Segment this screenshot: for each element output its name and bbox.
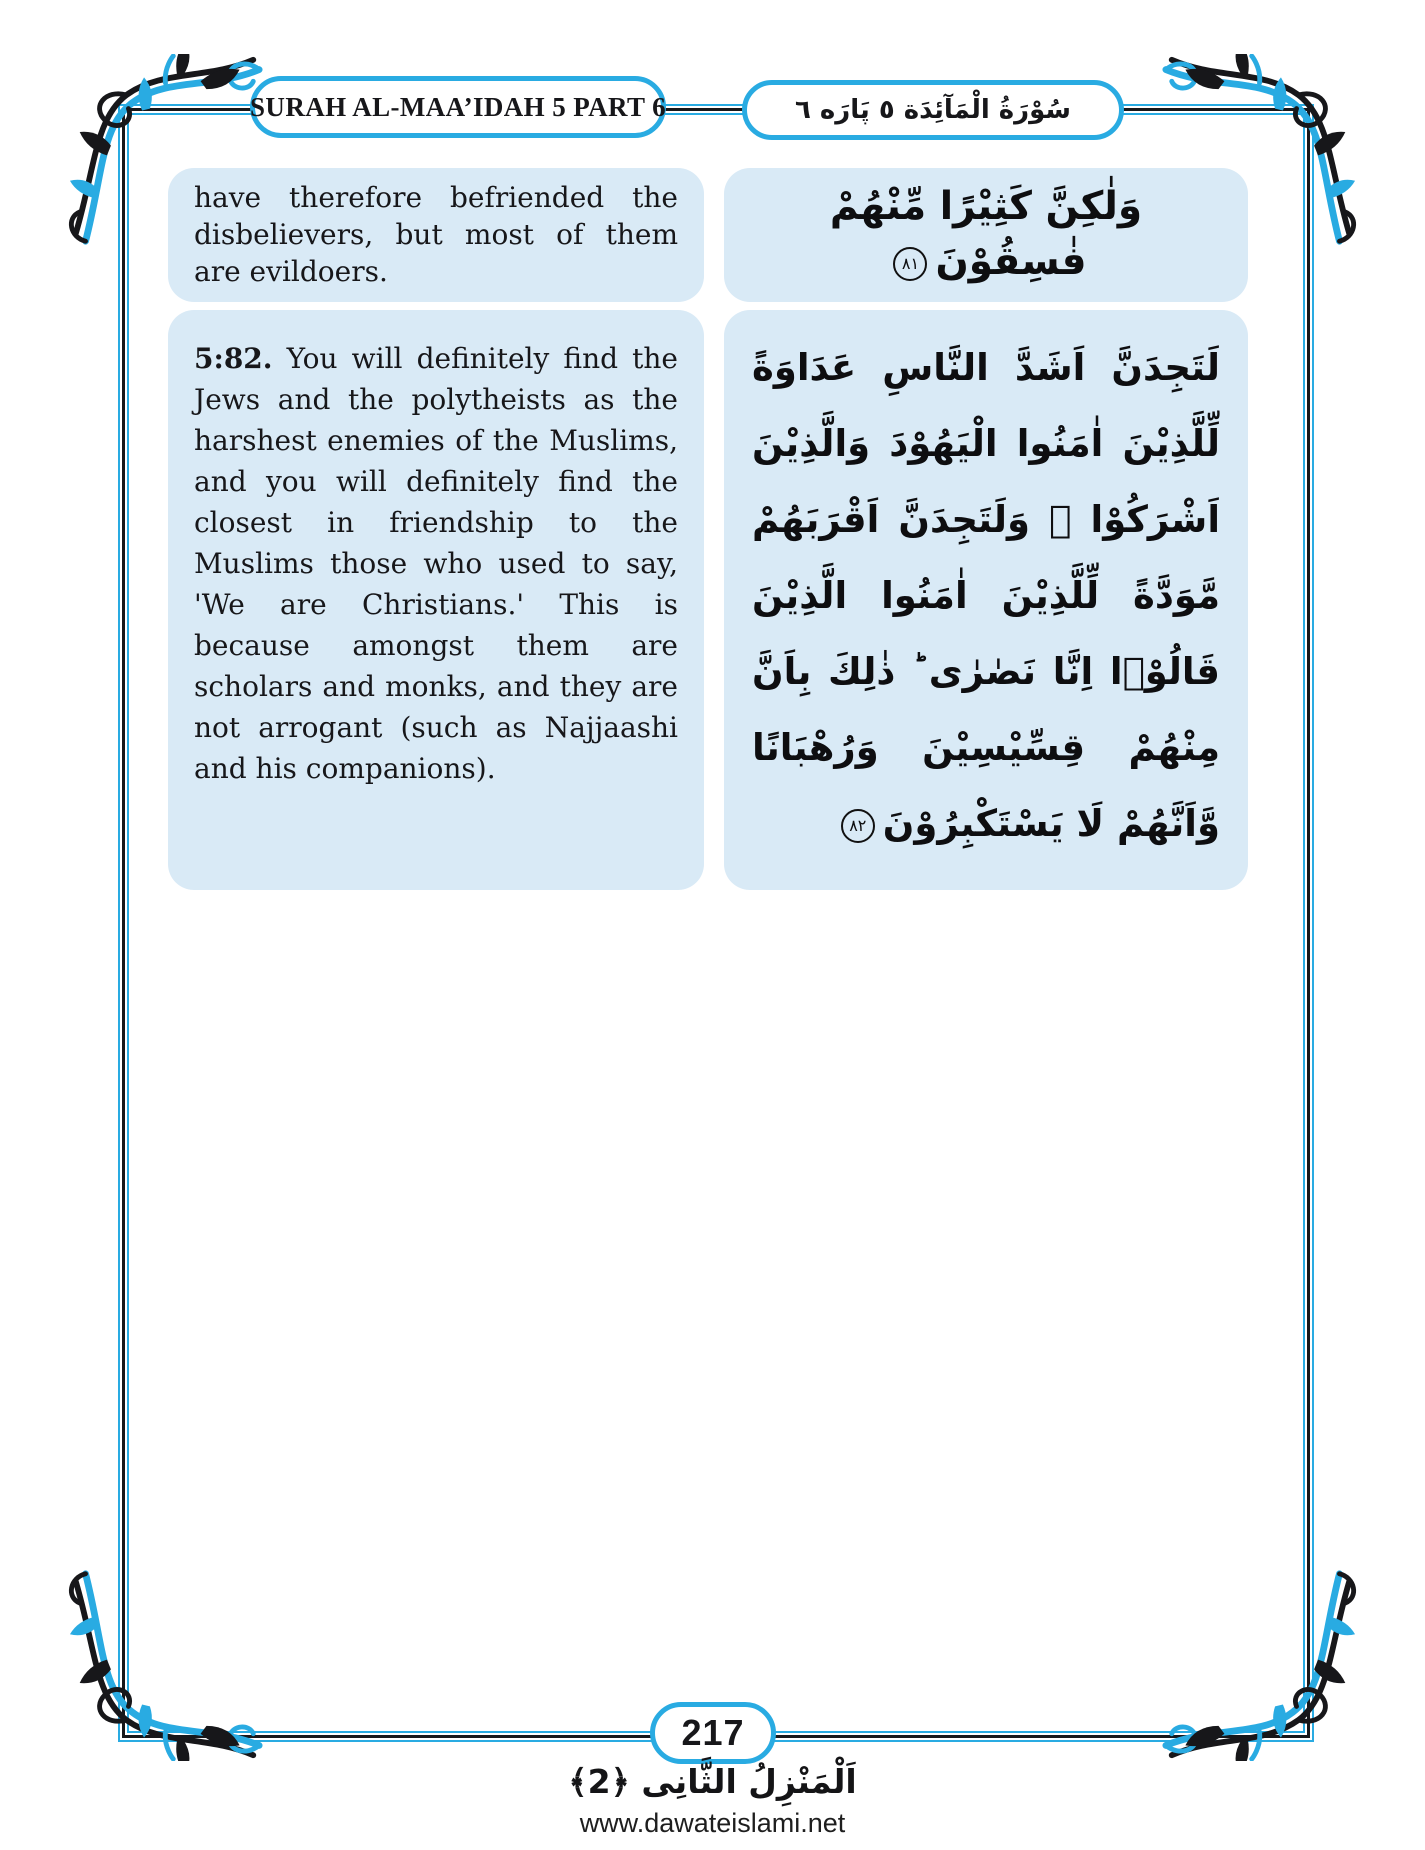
quran-arabic-block-2 [724, 310, 1248, 890]
translation-text-1: have therefore befriended the disbelievers, but most of them are evildoers. [194, 181, 678, 288]
header-surah-title-capsule [250, 76, 666, 138]
ayah-number-badge: ٨٢ [841, 809, 875, 843]
quran-arabic-text-1: وَلٰكِنَّ كَثِيْرًا مِّنْهُمْ فٰسِقُوْنَ٨١ [829, 184, 1143, 284]
quran-arabic-block-1 [724, 168, 1248, 302]
verse-reference: 5:82. [194, 342, 273, 375]
translation-text-2: 5:82. You will definitely find the Jews and the polytheists as the harshest enemies of the Muslims, and you will definitely find the closest in friendship to the Muslims those who used to say, 'We are Christians.' This is because amongst them are scholars and monks, and they are not arrogant (such as Najjaashi and his companions). [194, 342, 678, 785]
translation-block-1 [168, 168, 704, 302]
surah-title-arabic: سُوْرَةُ الْمَآئِدَة ٥ پَارَه ٦ [795, 95, 1071, 125]
header-surah-title-arabic-capsule [742, 80, 1124, 140]
publisher-website: www.dawateislami.net [579, 1808, 846, 1838]
manzil-label-arabic: اَلْمَنْزِلُ الثَّانِى ﴿2﴾ [568, 1762, 857, 1801]
surah-title-english: SURAH AL-MAA’IDAH 5 PART 6 [250, 91, 666, 122]
quran-arabic-text-2: لَتَجِدَنَّ اَشَدَّ النَّاسِ عَدَاوَةً لِّلَّذِيْنَ اٰمَنُوا الْيَهُوْدَ وَالَّذِيْنَ اَشْرَكُوْا ۚ وَلَتَجِدَنَّ اَقْرَبَهُمْ مَّوَدَّةً لِّلَّذِيْنَ اٰمَنُوا الَّذِيْنَ قَالُوْۤا اِنَّا نَصٰرٰى ؕ ذٰلِكَ بِاَنَّ مِنْهُمْ قِسِّيْسِيْنَ وَرُهْبَانًا وَّاَنَّهُمْ لَا يَسْتَكْبِرُوْنَ٨٢ [752, 346, 1220, 845]
corner-ornament-icon [68, 1566, 263, 1761]
page-number: 217 [681, 1712, 745, 1753]
page-number-capsule [650, 1702, 776, 1764]
ayah-number-badge: ٨١ [893, 247, 927, 281]
translation-block-2 [168, 310, 704, 890]
corner-ornament-icon [1162, 1566, 1357, 1761]
